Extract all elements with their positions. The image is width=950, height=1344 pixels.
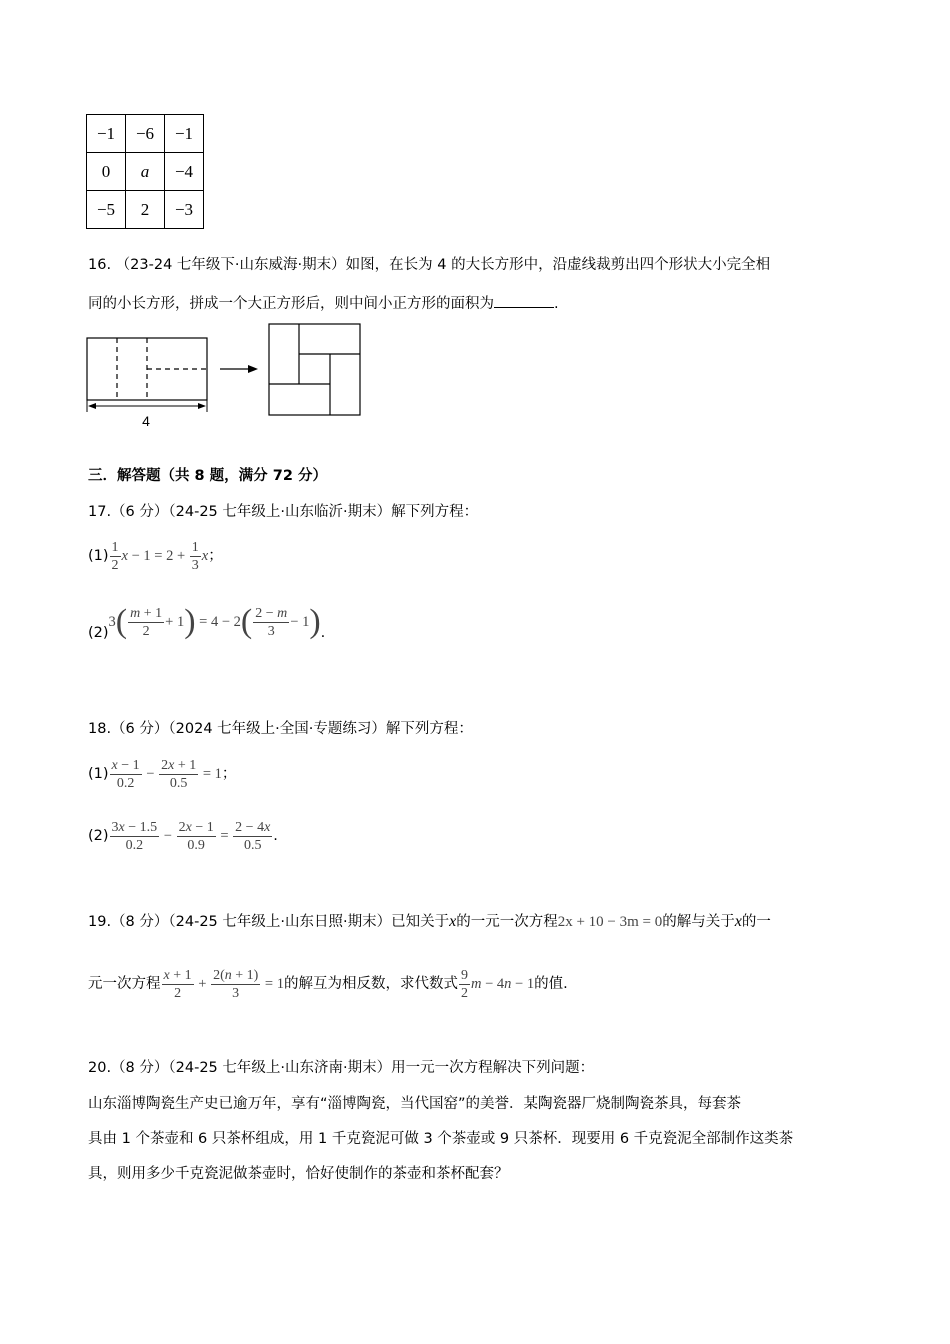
grid-cell: 2 [126, 191, 165, 229]
q17-p2-label: (2) [88, 625, 109, 641]
grid-cell: −3 [165, 191, 204, 229]
q19-l1b: 的一元一次方程 [456, 914, 558, 930]
grid-row [87, 153, 204, 191]
q16-line2-text: 同的小长方形，拼成一个大正方形后，则中间小正方形的面积为 [88, 296, 494, 312]
q17-p2-end: . [320, 625, 326, 641]
grid-cell: −6 [126, 115, 165, 153]
q19-l1c: 的解与关于 [662, 914, 735, 930]
q19-line1 [88, 912, 771, 932]
big-square [269, 324, 360, 415]
q16-line2 [88, 292, 559, 314]
q19-var-x: x [734, 913, 742, 930]
q18-p2-equation: $\frac{3x - 1.5}{0.2}$ − $\frac{2x - 1}{0.9}$ = $\frac{2 - 4x}{0.5}$ [111, 819, 271, 853]
number-grid [86, 114, 204, 229]
grid-row [87, 115, 204, 153]
q19-eq2: $\frac{x + 1}{2}$ + $\frac{2(n + 1)}{3}$ = 1 [163, 967, 284, 1001]
grid-cell: −4 [165, 153, 204, 191]
q17-part1 [88, 534, 223, 578]
q18-p1-label: (1) [88, 766, 109, 782]
q20-header: 20.（8 分）（24-25 七年级上·山东济南·期末）用一元一次方程解决下列问题： [88, 1060, 595, 1076]
q20-body-line: 具由 1 个茶壶和 6 只茶杯组成，用 1 千克瓷泥可做 3 个茶壶或 9 只茶杯．现要用 6 千克瓷泥全部制作这类茶 [88, 1131, 794, 1147]
q18-p2-end: . [273, 828, 278, 844]
section-title: 三．解答题（共 8 题，满分 72 分） [88, 468, 327, 484]
q17-p1-equation: $\frac{1}{2}$ x − 1 = 2 + $\frac{1}{3}$ x [111, 539, 209, 573]
q19-line2 [88, 962, 568, 1006]
q18-p2-label: (2) [88, 828, 109, 844]
q17-part2 [88, 592, 325, 652]
grid-cell: a [126, 153, 165, 191]
grid-row [87, 191, 204, 229]
grid-cell: 0 [87, 153, 126, 191]
answer-blank [494, 292, 554, 308]
q20-body-line: 山东淄博陶瓷生产史已逾万年，享有“淄博陶瓷，当代国窑”的美誉．某陶瓷器厂烧制陶瓷茶具，每套茶 [88, 1096, 742, 1112]
q19-eq1: 2x + 10 − 3m = 0 [557, 914, 663, 930]
q19-l1d: 的一 [741, 914, 771, 930]
q18-part1 [88, 752, 236, 796]
dimension-label: 4 [142, 413, 150, 429]
grid-cell: −1 [87, 115, 126, 153]
q19-l2b: 的解互为相反数，求代数式 [283, 976, 458, 992]
q18-p1-end: ； [221, 766, 237, 782]
q19-l2a: 元一次方程 [88, 976, 161, 992]
q19-expr: $\frac{9}{2}$ m − 4n − 1 [460, 967, 535, 1001]
q17-p1-end: ； [208, 548, 223, 564]
q17-header: 17.（6 分）（24-25 七年级上·山东临沂·期末）解下列方程： [88, 504, 479, 520]
q18-part2 [88, 814, 278, 858]
grid-cell: −1 [165, 115, 204, 153]
q19-l1a: 19.（8 分）（24-25 七年级上·山东日照·期末）已知关于 [88, 914, 450, 930]
q18-p1-equation: $\frac{x - 1}{0.2}$ − $\frac{2x + 1}{0.5}$ = 1 [111, 757, 222, 791]
q17-p1-label: (1) [88, 548, 109, 564]
q18-header: 18.（6 分）（2024 七年级上·全国·专题练习）解下列方程： [88, 721, 473, 737]
grid-cell: −5 [87, 191, 126, 229]
q19-var-x: x [449, 913, 457, 930]
q17-p2-equation: 3 ( $\frac{m + 1}{2}$ + 1 ) = 4 − 2 ( $\frac{2 - m}{3}$ − 1 ) [108, 603, 321, 640]
q19-l2c: 的值. [534, 976, 568, 992]
q16-line2-end: . [554, 296, 559, 312]
q20-body-line: 具，则用多少千克瓷泥做茶壶时，恰好使制作的茶壶和茶杯配套？ [88, 1166, 509, 1182]
q16-line1: 16. （23-24 七年级下·山东威海·期末）如图，在长为 4 的大长方形中，沿虚线裁剪出四个形状大小完全相 [88, 257, 771, 273]
q16-figure [80, 318, 380, 433]
